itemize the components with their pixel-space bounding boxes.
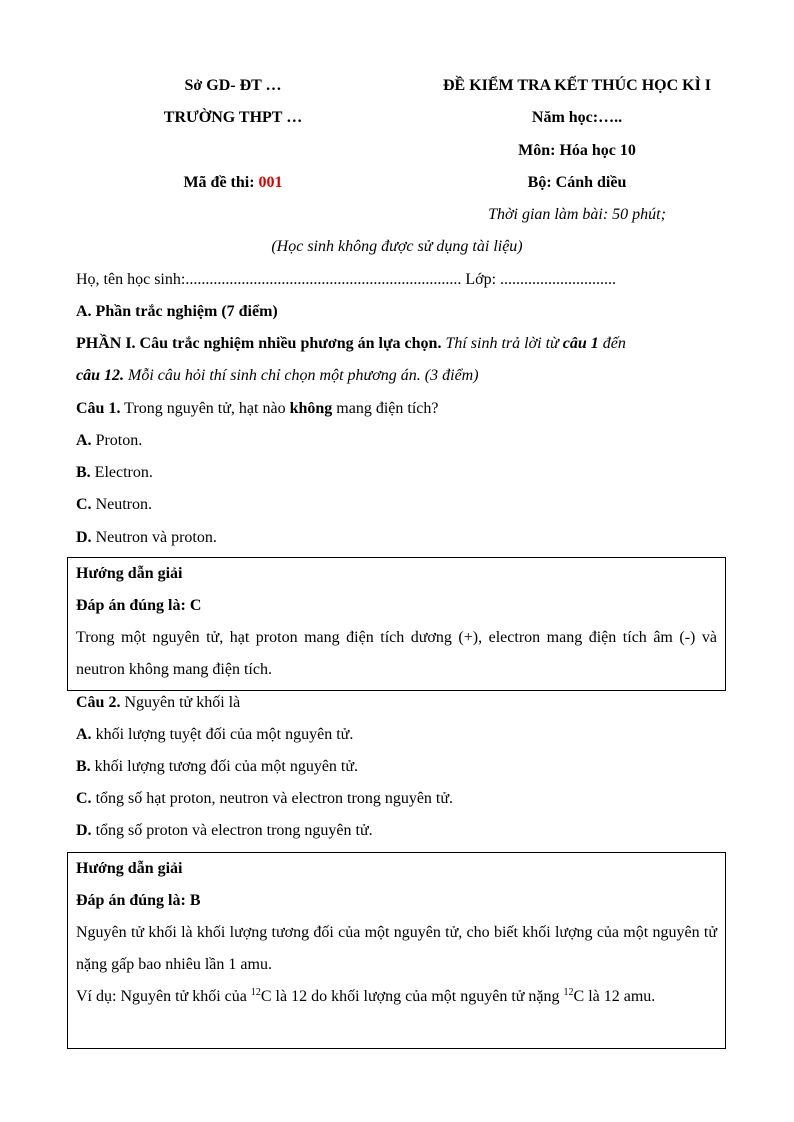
question-2-text: Nguyên tử khối là — [120, 694, 241, 711]
subject: Môn: Hóa học 10 — [518, 142, 636, 159]
q1-answer: Đáp án đúng là: C — [76, 597, 202, 614]
exam-code-label: Mã đề thi: — [183, 174, 259, 191]
part1-heading-line1 — [76, 335, 626, 353]
part1-instruction-b: đến — [598, 335, 626, 352]
exam-title: ĐỀ KIỂM TRA KẾT THÚC HỌC KÌ I — [442, 77, 712, 94]
exam-code-value: 001 — [258, 174, 283, 191]
option-text: Neutron và proton. — [91, 529, 217, 546]
q1-option-b[interactable] — [76, 464, 153, 482]
option-text: Electron. — [90, 464, 153, 481]
q1-explanation: Trong một nguyên tử, hạt proton mang điện tích dương (+), electron mang điện tích âm (-) và neutron không mang điện tích. — [76, 629, 717, 678]
section-a-heading: A. Phần trắc nghiệm (7 điểm) — [76, 303, 278, 320]
option-text: Neutron. — [91, 496, 152, 513]
department-label: Sở GD- ĐT … — [184, 77, 282, 94]
part1-instruction-a: Thí sinh trả lời từ — [441, 335, 563, 352]
question-1 — [76, 400, 438, 418]
option-letter: D. — [76, 822, 92, 839]
part1-range-start: câu 1 — [562, 335, 599, 352]
example-text-c: C là 12 amu. — [573, 988, 656, 1005]
q2-option-d[interactable] — [76, 822, 373, 840]
question-1-emphasis: không — [289, 400, 333, 417]
option-letter: B. — [76, 464, 91, 481]
option-letter: C. — [76, 496, 92, 513]
isotope-mass-number: 12 — [250, 987, 261, 998]
part1-heading-line2 — [76, 367, 479, 385]
option-text: khối lượng tương đối của một nguyên tử. — [90, 758, 359, 775]
q2-example — [76, 981, 717, 1013]
example-text-a: Ví dụ: Nguyên tử khối của — [76, 988, 251, 1005]
option-text: Proton. — [91, 432, 143, 449]
q1-guide-title: Hướng dẫn giải — [76, 565, 183, 582]
example-text-b: C là 12 do khối lượng của một nguyên tử nặng — [260, 988, 564, 1005]
student-info-line — [76, 271, 616, 289]
question-1-text-a: Trong nguyên tử, hạt nào — [120, 400, 290, 417]
student-name-field: Họ, tên học sinh:..................................................................... — [76, 271, 462, 288]
q1-option-c[interactable] — [76, 496, 152, 514]
option-text: tổng số proton và electron trong nguyên tử. — [91, 822, 373, 839]
option-text: khối lượng tuyệt đối của một nguyên tử. — [91, 726, 354, 743]
question-1-text-b: mang điện tích? — [332, 400, 439, 417]
time-limit: Thời gian làm bài: 50 phút; — [488, 206, 666, 223]
school-label: TRƯỜNG THPT … — [163, 109, 303, 126]
q1-solution-box — [67, 557, 726, 691]
question-2-label: Câu 2. — [76, 694, 121, 711]
q2-option-a[interactable] — [76, 726, 353, 744]
option-text: tổng số hạt proton, neutron và electron trong nguyên tử. — [91, 790, 454, 807]
q2-answer: Đáp án đúng là: B — [76, 892, 201, 909]
exam-note: (Học sinh không được sử dụng tài liệu) — [271, 238, 523, 255]
q1-option-a[interactable] — [76, 432, 142, 450]
option-letter: C. — [76, 790, 92, 807]
q2-solution-box — [67, 852, 726, 1049]
option-letter: A. — [76, 432, 92, 449]
question-1-label: Câu 1. — [76, 400, 121, 417]
q2-option-b[interactable] — [76, 758, 358, 776]
option-letter: D. — [76, 529, 92, 546]
q2-explanation: Nguyên tử khối là khối lượng tương đối của một nguyên tử, cho biết khối lượng của một nguyên tử nặng gấp bao nhiêu lần 1 amu. — [76, 924, 717, 973]
school-year: Năm học:….. — [531, 109, 623, 126]
isotope-mass-number: 12 — [563, 987, 574, 998]
part1-range-end: câu 12. — [76, 367, 124, 384]
q1-option-d[interactable] — [76, 529, 217, 547]
q2-option-c[interactable] — [76, 790, 453, 808]
question-2 — [76, 694, 240, 712]
textbook-series: Bộ: Cánh diều — [527, 174, 627, 191]
student-class-field: Lớp: ............................. — [465, 271, 617, 288]
q2-guide-title: Hướng dẫn giải — [76, 860, 183, 877]
option-letter: B. — [76, 758, 91, 775]
option-letter: A. — [76, 726, 92, 743]
part1-instruction-c: Mỗi câu hỏi thí sinh chỉ chọn một phương án. (3 điểm) — [124, 367, 479, 384]
exam-code — [133, 174, 333, 192]
part1-title: PHẦN I. Câu trắc nghiệm nhiều phương án lựa chọn. — [76, 335, 442, 352]
